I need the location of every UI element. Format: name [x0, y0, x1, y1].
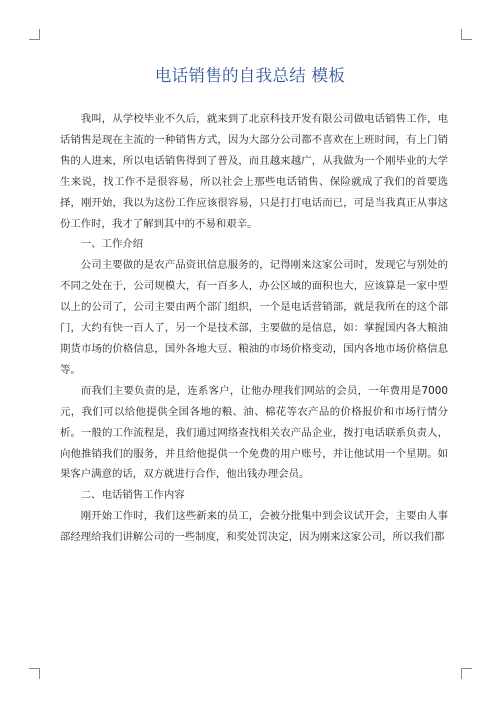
training-paragraph: 刚开始工作时，我们这些新来的员工，会被分批集中到会议试开会，主要由人事部经理给我们讲解公司的一些制度，和奖处罚决定，因为刚来这家公司，所以我们都 — [60, 510, 448, 544]
crop-mark-bottom-left — [29, 668, 40, 679]
section-heading-sales-content: 二、电话销售工作内容 — [80, 489, 185, 502]
document-title: 电话销售的自我总结 模板 — [154, 66, 346, 85]
intro-paragraph: 我叫，从学校毕业不久后，就来到了北京科技开发有限公司做电话销售工作，电话销售是现在主流的一种销售方式，因为大部分公司都不喜欢在上班时间，有上门销售的人进来，所以电话销售得到了普及，而且越来越广，从我做为一个刚毕业的大学生来说，找工作不是很容易，所以社会上那些电话销售、保险就成了我们的首要选择，刚开始，我以为这份工作应该很容易，只是打打电话而已，可是当我真正从事这份工作时，我才了解到其中的不易和艰辛。 — [60, 113, 448, 230]
crop-mark-top-left — [29, 29, 40, 40]
crop-mark-bottom-right — [461, 668, 472, 679]
company-paragraph: 公司主要做的是农产品资讯信息服务的，记得刚来这家公司时，发现它与别处的不同之处在于，公司规模大，有一百多人，办公区域的面积也大，应该算是一家中型以上的公司了，公司主要由两个部门组织，一个是电话营销部，就是我所在的这个部门，大约有快一百人了，另一个是技术部，主要做的是信息，如：掌握国内各大粮油期货市场的价格信息，国外各地大豆、粮油的市场价格变动，国内各地市场价格信息等。 — [60, 259, 448, 376]
section-heading-work-intro: 一、工作介绍 — [80, 238, 144, 251]
responsibility-paragraph: 而我们主要负责的是，连系客户，让他办理我们网站的会员，一年费用是7000元，我们可以给他提供全国各地的粮、油、棉花等农产品的价格报价和市场行情分析。一般的工作流程是，我们通过网络查找相关农产品企业，拨打电话联系负责人，向他推销我们的服务，并且给他提供一个免费的用户账号，并让他试用一个星期。如果客户满意的话，双方就进行合作，他出钱办理会员。 — [60, 384, 448, 481]
document-body — [60, 109, 448, 548]
crop-mark-top-right — [461, 29, 472, 40]
